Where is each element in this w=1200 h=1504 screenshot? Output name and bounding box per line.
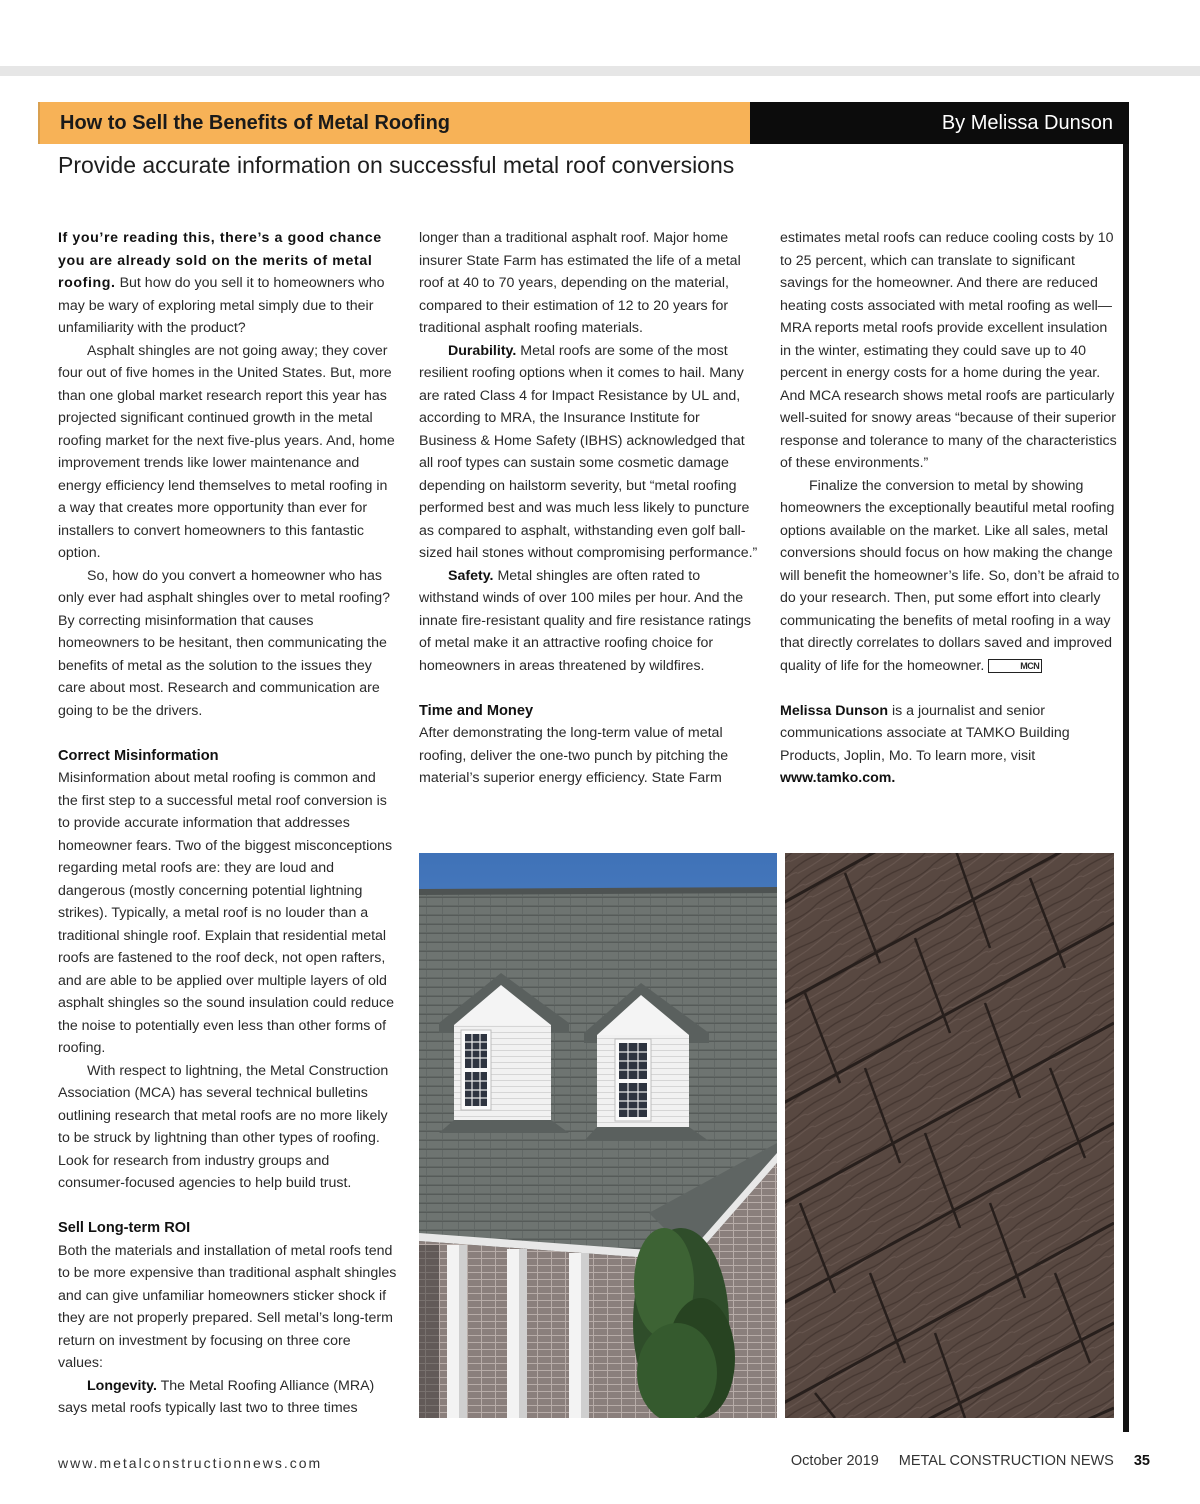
run-in-label: Safety. [448, 567, 494, 584]
article-subtitle: Provide accurate information on successful metal roof conversions [58, 152, 735, 178]
paragraph-text: But how do you sell it to homeowners who may be wary of exploring metal simply due to their unfamiliarity with the product? [58, 275, 385, 336]
paragraph: After demonstrating the long-term value of metal roofing, deliver the one-two punch by pitching the material’s superior energy efficiency. State Farm [419, 725, 729, 786]
paragraph-text: Metal roofs are some of the most resilient roofing options when it comes to hail. Many are rated Class 4 for Impact Resistance by UL and, according to MRA, the Insurance Institute for Business & Home Safety (IBHS) acknowledged that all roof types can sustain some cosmetic damage depending on hailstorm severity, but “metal roofing performed best and was much less likely to puncture as compared to asphalt, withstanding even golf ball-sized hail stones without compromising performance.” [419, 342, 758, 561]
photo-shingle-closeup [785, 853, 1114, 1418]
photo-house-metal-roof [419, 853, 777, 1418]
article-header [38, 102, 1129, 144]
footer-info [791, 1453, 1150, 1469]
paragraph [780, 475, 1120, 678]
section-heading: Time and Money [419, 702, 534, 719]
run-in-label: Longevity. [87, 1377, 157, 1394]
top-rule [0, 66, 1200, 76]
column-3 [780, 227, 1120, 790]
paragraph: With respect to lightning, the Metal Construction Association (MCA) has several technical bulletins outlining research that metal roofs are no more likely to be struck by lightning than other types of roofing. Look for research from industry groups and consumer-focused agencies to help build trust. [58, 1062, 389, 1191]
paragraph [419, 340, 759, 565]
run-in-label: Durability. [448, 342, 517, 359]
paragraph: Misinformation about metal roofing is common and the first step to a successful metal roof conversion is to provide accurate information that addresses homeowner fears. Two of the biggest misconceptions regarding metal roofs are: they are loud and dangerous (mostly concerning potential lightning strikes). Typically, a metal roof is no louder than a traditional shingle roof. Explain that residential metal roofs are fastened to the roof deck, not open rafters, and are able to be applied over multiple layers of old asphalt shingles so the sound insulation could reduce the noise to potentially even less than other forms of roofing. [58, 770, 394, 1056]
paragraph-text: Metal shingles are often rated to withstand winds of over 100 miles per hour. And the innate fire-resistant quality and fire resistance ratings of metal make it an attractive roofing choice for homeowners in areas threatened by wildfires. [419, 567, 751, 674]
lead-in: If you’re reading this, there’s a good chance you are already sold on the merits of metal roofing. [58, 230, 382, 291]
paragraph [58, 1375, 398, 1420]
article-title: How to Sell the Benefits of Metal Roofing [38, 102, 750, 144]
paragraph [58, 227, 398, 340]
paragraph-text: Finalize the conversion to metal by showing homeowners the exceptionally beautiful metal roofing options available on the market. Like all sales, metal conversions should focus on how making the change will benefit the homeowner’s life. So, don’t be afraid to do your research. Then, put some effort into clearly communicating the benefits of metal roofing in a way that directly correlates to dollars saved and improved quality of life for the homeowner. [780, 477, 1120, 674]
page-number: 35 [1133, 1453, 1150, 1469]
paragraph [419, 565, 759, 678]
bio-link[interactable]: www.tamko.com. [780, 770, 896, 786]
author-name: Melissa Dunson [780, 702, 889, 719]
end-mark-icon: MCN [988, 659, 1042, 673]
frame-right-border [1123, 102, 1129, 1432]
footer-website[interactable]: www.metalconstructionnews.com [58, 1455, 323, 1471]
paragraph: So, how do you convert a homeowner who has only ever had asphalt shingles over to metal roofing? By correcting misinformation that causes homeowners to be hesitant, then communicating the benefits of metal as the solution to the issues they care about most. Research and communication are going to be the drivers. [58, 567, 391, 719]
paragraph-text: The Metal Roofing Alliance (MRA) says metal roofs typically last two to three times [58, 1377, 375, 1416]
column-2 [419, 227, 759, 790]
section-heading: Sell Long-term ROI [58, 1220, 191, 1236]
byline: By Melissa Dunson [750, 102, 1129, 144]
paragraph: Both the materials and installation of metal roofs tend to be more expensive than traditional asphalt shingles and can give unfamiliar homeowners sticker shock if they are not properly prepared. Sell metal’s long-term return on investment by focusing on three core values: [58, 1242, 397, 1371]
paragraph: estimates metal roofs can reduce cooling costs by 10 to 25 percent, which can translate to significant savings for the homeowner. And there are reduced heating costs associated with metal roofing as well—MRA reports metal roofs provide excellent insulation in the winter, estimating they could save up to 40 percent in energy costs for a home during the year. And MCA research shows metal roofs are particularly well-suited for snowy areas “because of their superior response and tolerance to many of the characteristics of these environments.” [780, 230, 1117, 471]
column-1 [58, 227, 398, 1420]
section-heading: Correct Misinformation [58, 747, 219, 764]
issue-date: October 2019 [790, 1453, 879, 1469]
author-bio [780, 700, 1120, 790]
publication-name: METAL CONSTRUCTION NEWS [898, 1453, 1114, 1469]
paragraph: longer than a traditional asphalt roof. Major home insurer State Farm has estimated the life of a metal roof at 40 to 70 years, depending on the material, compared to their estimation of 12 to 20 years for traditional asphalt roofing materials. [419, 230, 741, 336]
paragraph: Asphalt shingles are not going away; they cover four out of five homes in the United States. But, more than one global market research report this year has projected significant continued growth in the metal roofing market for the next five-plus years. And, home improvement trends like lower maintenance and energy efficiency lend themselves to metal roofing in a way that creates more opportunity than ever for installers to convert homeowners to this fantastic option. [58, 342, 395, 561]
bio-text: is a journalist and senior communications associate at TAMKO Building Products, Joplin, Mo. To learn more, visit [780, 702, 1070, 764]
